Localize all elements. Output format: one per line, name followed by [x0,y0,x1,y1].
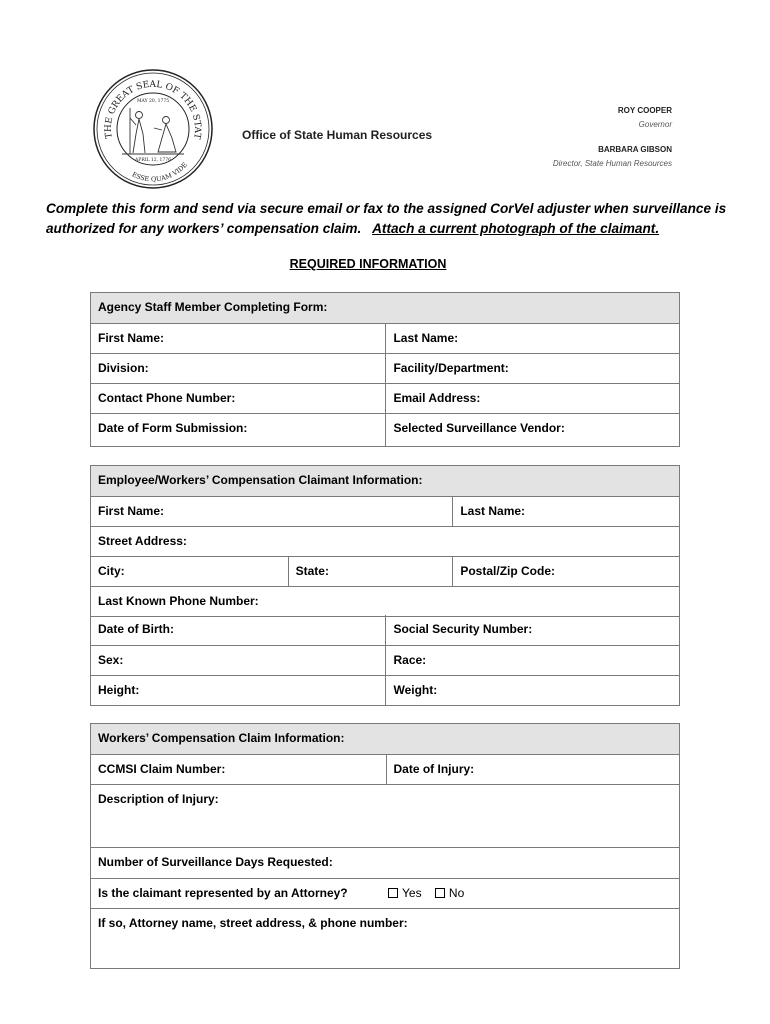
sex-field[interactable]: Sex: [91,645,386,675]
governor-title: Governor [638,120,672,129]
surveillance-days-field[interactable]: Number of Surveillance Days Requested: [91,848,680,879]
attach-photo-note: Attach a current photograph of the claimant. [372,221,660,236]
claim-number-field[interactable]: CCMSI Claim Number: [91,755,387,785]
vendor-field[interactable]: Selected Surveillance Vendor: [386,414,680,447]
division-field[interactable]: Division: [91,354,386,384]
attorney-question-row [91,879,680,909]
seal-date-bottom: APRIL 12, 1776 [135,158,171,163]
dob-field[interactable]: Date of Birth: [91,615,386,645]
section-header: Agency Staff Member Completing Form: [91,293,680,324]
facility-field[interactable]: Facility/Department: [386,354,680,384]
instructions [46,199,736,239]
instructions-text: Complete this form and send via secure email or fax to the assigned CorVel adjuster when surveillance is authorized for any workers’ compensation claim. [46,201,727,236]
section-header: Workers’ Compensation Claim Information: [91,724,680,755]
claimant-section-details [90,615,680,706]
street-address-field[interactable]: Street Address: [91,527,680,557]
zip-field[interactable]: Postal/Zip Code: [453,557,680,587]
ssn-field[interactable]: Social Security Number: [386,615,680,645]
required-heading: REQUIRED INFORMATION [289,257,447,271]
claimant-last-name-field[interactable]: Last Name: [453,497,680,527]
claimant-section [90,465,680,617]
governor-name: ROY COOPER [617,106,672,115]
seal-ring-text: THE GREAT SEAL OF THE STAT [103,79,203,140]
seal-date-top: MAY 20, 1775 [136,99,170,104]
weight-field[interactable]: Weight: [386,675,680,705]
staff-first-name-field[interactable]: First Name: [91,324,386,354]
claimant-first-name-field[interactable]: First Name: [91,497,453,527]
injury-date-field[interactable]: Date of Injury: [386,755,680,785]
attorney-info-field[interactable]: If so, Attorney name, street address, & phone number: [91,909,680,969]
claim-info-section [90,723,680,969]
state-field[interactable]: State: [288,557,453,587]
contact-phone-field[interactable]: Contact Phone Number: [91,384,386,414]
submission-date-field[interactable]: Date of Form Submission: [91,414,386,447]
no-label: No [448,886,465,900]
staff-last-name-field[interactable]: Last Name: [386,324,680,354]
city-field[interactable]: City: [91,557,289,587]
attorney-question: Is the claimant represented by an Attorney? [98,886,348,900]
seal-motto: ESSE QUAM VIDE [130,160,189,184]
injury-description-field[interactable]: Description of Injury: [91,785,680,848]
director-name: BARBARA GIBSON [598,145,672,154]
race-field[interactable]: Race: [386,645,680,675]
phone-field[interactable]: Last Known Phone Number: [91,587,680,617]
state-seal [92,68,214,190]
no-checkbox[interactable] [435,888,445,898]
seal-figures-icon [122,108,184,154]
yes-checkbox[interactable] [388,888,398,898]
director-title: Director, State Human Resources [552,159,672,168]
section-header: Employee/Workers’ Compensation Claimant Information: [91,466,680,497]
height-field[interactable]: Height: [91,675,386,705]
agency-staff-section [90,292,680,447]
officials-block [553,104,672,171]
office-name: Office of State Human Resources [242,128,433,142]
email-field[interactable]: Email Address: [386,384,680,414]
yes-label: Yes [402,886,422,900]
